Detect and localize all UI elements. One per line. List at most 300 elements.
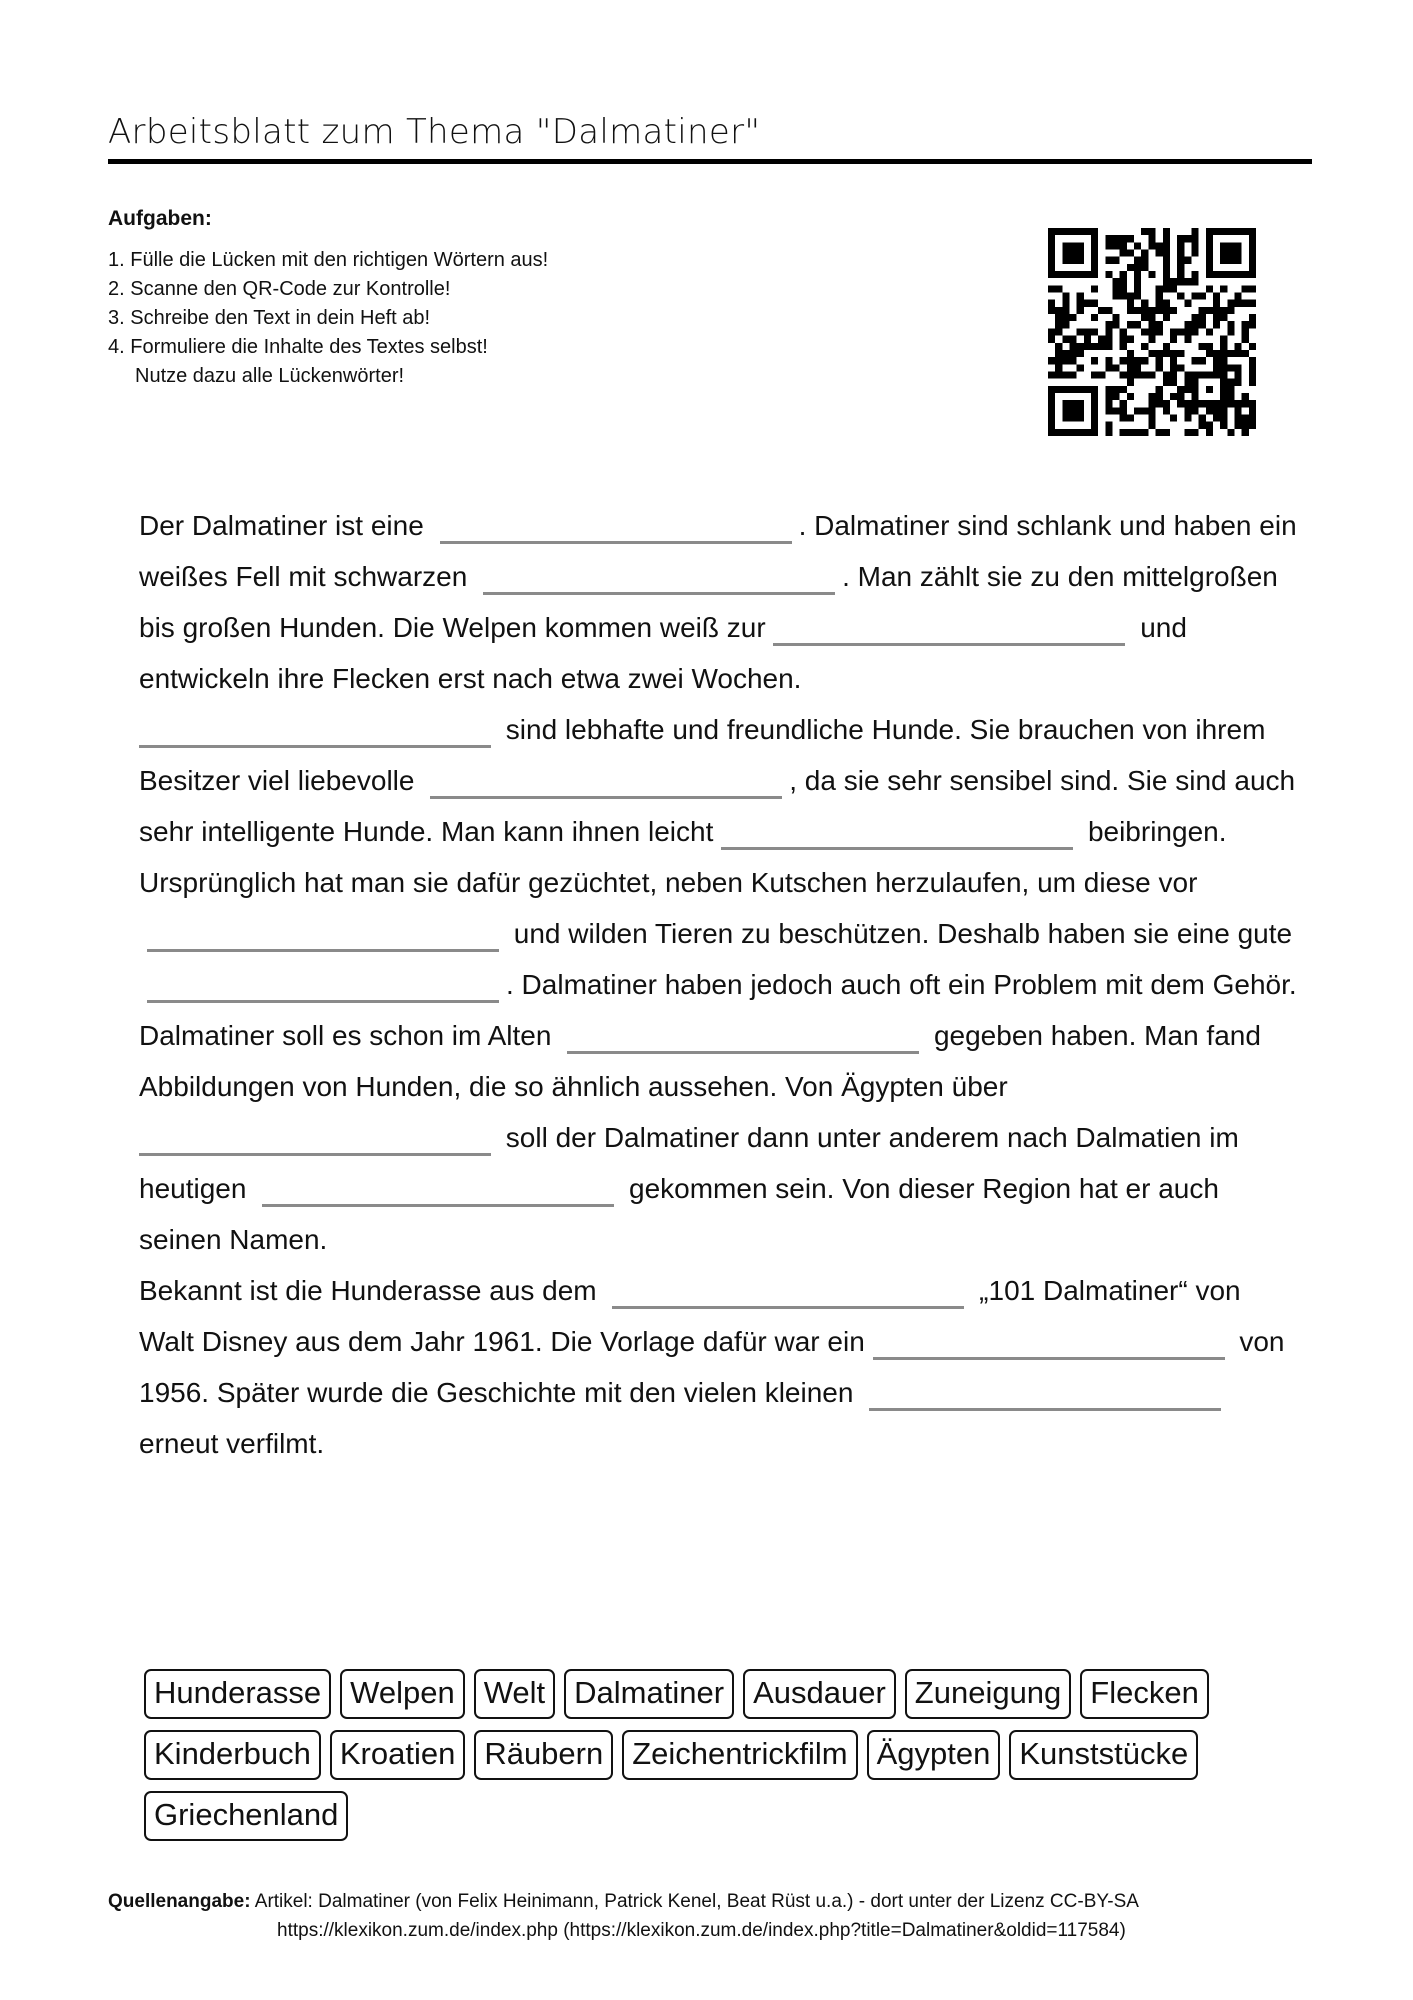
qr-module [1120,285,1127,292]
text-segment: soll der Dalmatiner dann unter anderem nach Dalmatien im heutigen [139,1122,1239,1204]
qr-module [1177,278,1184,285]
qr-module [1141,343,1148,350]
qr-module [1220,414,1227,421]
word-card[interactable]: Kinderbuch [144,1730,321,1780]
qr-module [1070,336,1077,343]
qr-module [1170,328,1177,335]
qr-module [1091,242,1098,249]
qr-module [1220,271,1227,278]
qr-module [1077,228,1084,235]
qr-module [1077,300,1084,307]
paragraph [139,704,1299,857]
word-bank [144,1669,1284,1852]
qr-module [1048,400,1055,407]
qr-module [1199,371,1206,378]
source-url[interactable]: https://klexikon.zum.de/index.php (https://klexikon.zum.de/index.php?title=Dalmatiner&oldid=117584) [277,1920,1126,1941]
qr-module [1141,307,1148,314]
qr-module [1127,250,1134,257]
text-segment: . Dalmatiner sind schlank und haben ein weißes Fell mit schwarzen [139,510,1297,592]
qr-module [1062,386,1069,393]
qr-module [1242,393,1249,400]
qr-module [1156,386,1163,393]
qr-module [1091,400,1098,407]
word-card[interactable]: Kunststücke [1009,1730,1198,1780]
qr-module [1191,250,1198,257]
qr-module [1070,357,1077,364]
qr-module [1206,429,1213,436]
qr-module [1091,257,1098,264]
qr-module [1077,271,1084,278]
qr-module [1127,300,1134,307]
qr-module [1113,386,1120,393]
qr-module [1220,257,1227,264]
qr-module [1120,250,1127,257]
qr-module [1227,228,1234,235]
qr-module [1234,257,1241,264]
qr-module [1077,364,1084,371]
qr-module [1177,250,1184,257]
qr-module [1134,278,1141,285]
blank-field[interactable] [869,1378,1221,1411]
qr-module [1062,414,1069,421]
qr-module [1070,371,1077,378]
qr-module [1191,357,1198,364]
qr-module [1105,429,1112,436]
qr-module [1134,307,1141,314]
qr-module [1120,242,1127,249]
qr-module [1206,422,1213,429]
qr-module [1105,257,1112,264]
qr-module [1227,364,1234,371]
qr-module [1206,350,1213,357]
tasks-heading: Aufgaben: [108,207,212,230]
qr-module [1120,371,1127,378]
qr-module [1191,321,1198,328]
qr-module [1163,307,1170,314]
qr-module [1227,250,1234,257]
qr-module [1156,400,1163,407]
qr-module [1141,300,1148,307]
qr-module [1227,300,1234,307]
qr-module [1091,407,1098,414]
qr-module [1156,357,1163,364]
blank-field[interactable] [612,1276,964,1309]
qr-module [1177,235,1184,242]
qr-module [1213,357,1220,364]
qr-module [1148,321,1155,328]
qr-module [1156,364,1163,371]
qr-module [1242,285,1249,292]
qr-module [1206,400,1213,407]
qr-module [1177,350,1184,357]
qr-module [1220,250,1227,257]
qr-module [1048,429,1055,436]
qr-module [1242,328,1249,335]
qr-module [1249,264,1256,271]
qr-module [1055,357,1062,364]
qr-module [1163,379,1170,386]
qr-module [1242,300,1249,307]
qr-module [1249,379,1256,386]
task-item: 2. Scanne den QR-Code zur Kontrolle! [108,278,451,300]
qr-module [1206,386,1213,393]
word-card[interactable]: Flecken [1080,1669,1209,1719]
qr-module [1127,414,1134,421]
qr-module [1141,328,1148,335]
qr-module [1134,293,1141,300]
title-rule [108,159,1312,164]
word-card[interactable]: Räubern [474,1730,613,1780]
qr-module [1213,314,1220,321]
qr-module [1048,371,1055,378]
qr-module [1213,371,1220,378]
word-card[interactable]: Kroatien [330,1730,465,1780]
qr-module [1105,400,1112,407]
text-segment: , da sie sehr sensibel sind. Sie sind auch sehr intelligente Hunde. Man kann ihnen leicht [139,765,1296,847]
qr-module [1206,343,1213,350]
word-card[interactable]: Griechenland [144,1791,348,1841]
text-segment: gekommen sein. Von dieser Region hat er auch seinen Namen. [139,1173,1219,1255]
qr-module [1120,407,1127,414]
qr-module [1206,250,1213,257]
qr-module [1213,300,1220,307]
qr-module [1191,386,1198,393]
qr-module [1184,429,1191,436]
qr-module [1148,228,1155,235]
qr-module [1184,400,1191,407]
qr-module [1234,250,1241,257]
qr-module [1206,328,1213,335]
task-item: Nutze dazu alle Lückenwörter! [135,365,405,387]
blank-field[interactable] [430,766,782,799]
qr-module [1206,235,1213,242]
qr-module [1234,422,1241,429]
qr-module [1234,293,1241,300]
qr-module [1148,400,1155,407]
text-segment: sind lebhafte und freundliche Hunde. Sie brauchen von ihrem Besitzer viel liebevolle [139,714,1266,796]
qr-module [1148,422,1155,429]
qr-module [1134,371,1141,378]
text-segment: „101 Dalmatiner“ von Walt Disney aus dem Jahr 1961. Die Vorlage dafür war ein [139,1275,1241,1357]
qr-module [1206,228,1213,235]
qr-module [1199,343,1206,350]
qr-module [1191,235,1198,242]
qr-module [1113,293,1120,300]
blank-field[interactable] [147,970,499,1003]
qr-module [1156,285,1163,292]
word-card[interactable]: Dalmatiner [564,1669,734,1719]
qr-module [1048,386,1055,393]
qr-module [1141,357,1148,364]
qr-module [1070,350,1077,357]
qr-module [1227,242,1234,249]
qr-module [1220,357,1227,364]
qr-module [1242,414,1249,421]
qr-module [1084,328,1091,335]
qr-module [1213,228,1220,235]
word-card[interactable]: Zeichentrickfilm [622,1730,857,1780]
blank-field[interactable] [147,919,499,952]
qr-module [1055,328,1062,335]
qr-module [1184,257,1191,264]
qr-module [1062,271,1069,278]
word-card[interactable]: Welpen [340,1669,465,1719]
qr-module [1048,285,1055,292]
qr-module [1206,271,1213,278]
qr-module [1134,364,1141,371]
qr-module [1227,400,1234,407]
qr-module [1091,422,1098,429]
qr-module [1098,371,1105,378]
qr-module [1199,400,1206,407]
qr-module [1134,321,1141,328]
task-item: 4. Formuliere die Inhalte des Textes selbst! [108,336,488,358]
qr-module [1141,250,1148,257]
qr-module [1105,386,1112,393]
qr-module [1127,235,1134,242]
qr-module [1163,278,1170,285]
qr-module [1077,350,1084,357]
qr-module [1220,379,1227,386]
qr-module [1077,242,1084,249]
qr-module [1234,300,1241,307]
qr-module [1199,293,1206,300]
qr-module [1227,386,1234,393]
qr-module [1148,314,1155,321]
qr-module [1091,393,1098,400]
blank-field[interactable] [773,613,1125,646]
blank-field[interactable] [721,817,1073,850]
qr-module [1148,414,1155,421]
qr-module [1249,343,1256,350]
qr-module [1170,357,1177,364]
qr-module [1227,393,1234,400]
qr-module [1055,429,1062,436]
qr-module [1213,364,1220,371]
qr-module [1199,422,1206,429]
qr-module [1191,228,1198,235]
qr-module [1156,300,1163,307]
qr-module [1206,264,1213,271]
qr-module [1134,271,1141,278]
qr-module [1077,293,1084,300]
qr-module [1055,307,1062,314]
qr-module [1120,343,1127,350]
qr-module [1156,429,1163,436]
qr-module [1062,242,1069,249]
qr-module [1120,414,1127,421]
qr-module [1105,407,1112,414]
qr-module [1220,422,1227,429]
word-card[interactable]: Ägypten [867,1730,1001,1780]
qr-module [1098,336,1105,343]
qr-module [1062,407,1069,414]
qr-module [1048,357,1055,364]
qr-module [1048,422,1055,429]
qr-module [1134,357,1141,364]
blank-field[interactable] [567,1021,919,1054]
qr-module [1048,257,1055,264]
text-segment: erneut verfilmt. [139,1428,325,1459]
qr-module [1170,336,1177,343]
qr-module [1163,371,1170,378]
qr-module [1062,257,1069,264]
qr-module [1249,228,1256,235]
qr-module [1234,379,1241,386]
qr-module [1105,271,1112,278]
qr-module [1148,235,1155,242]
qr-module [1184,321,1191,328]
qr-module [1062,228,1069,235]
task-list [108,246,548,391]
qr-module [1105,422,1112,429]
qr-module [1113,242,1120,249]
qr-module [1048,264,1055,271]
qr-module [1098,307,1105,314]
qr-module [1191,293,1198,300]
word-card[interactable]: Welt [474,1669,555,1719]
qr-module [1249,400,1256,407]
text-segment: Der Dalmatiner ist eine [139,510,424,541]
qr-module [1227,429,1234,436]
qr-module [1070,400,1077,407]
word-card[interactable]: Hunderasse [144,1669,331,1719]
qr-module [1105,235,1112,242]
qr-module [1163,250,1170,257]
qr-module [1234,271,1241,278]
qr-module [1055,350,1062,357]
text-segment: Ursprünglich hat man sie dafür gezüchtet, neben Kutschen herzulaufen, um diese vor [139,867,1198,898]
qr-module [1055,285,1062,292]
qr-module [1148,371,1155,378]
qr-module [1105,242,1112,249]
qr-module [1220,350,1227,357]
qr-module [1213,407,1220,414]
qr-module [1191,429,1198,436]
qr-module [1048,328,1055,335]
qr-module [1184,386,1191,393]
qr-module [1070,242,1077,249]
qr-module [1048,271,1055,278]
qr-module [1170,285,1177,292]
qr-module [1206,307,1213,314]
qr-module [1048,300,1055,307]
qr-code[interactable] [1048,228,1256,436]
qr-module [1141,429,1148,436]
qr-module [1206,242,1213,249]
paragraph [139,1265,1299,1469]
qr-module [1156,250,1163,257]
qr-module [1084,300,1091,307]
qr-module [1184,371,1191,378]
blank-field[interactable] [873,1327,1225,1360]
qr-module [1120,328,1127,335]
blank-field[interactable] [139,715,491,748]
qr-module [1048,407,1055,414]
qr-module [1141,371,1148,378]
qr-module [1242,271,1249,278]
qr-module [1148,336,1155,343]
qr-module [1191,328,1198,335]
qr-module [1220,393,1227,400]
qr-module [1234,407,1241,414]
qr-module [1234,364,1241,371]
qr-module [1242,350,1249,357]
blank-field[interactable] [262,1174,614,1207]
qr-module [1227,379,1234,386]
qr-module [1220,371,1227,378]
qr-module [1098,343,1105,350]
qr-module [1120,429,1127,436]
qr-module [1062,250,1069,257]
text-segment: und entwickeln ihre Flecken erst nach etwa zwei Wochen. [139,612,1187,694]
qr-module [1249,235,1256,242]
qr-module [1062,307,1069,314]
blank-field[interactable] [440,511,792,544]
blank-field[interactable] [483,562,835,595]
qr-module [1170,371,1177,378]
qr-module [1199,314,1206,321]
text-segment: . Dalmatiner haben jedoch auch oft ein Problem mit dem Gehör. [506,969,1297,1000]
qr-module [1091,328,1098,335]
qr-module [1055,228,1062,235]
qr-module [1105,393,1112,400]
paragraph [139,857,1299,1010]
qr-module [1113,278,1120,285]
qr-module [1170,278,1177,285]
word-card[interactable]: Ausdauer [743,1669,896,1719]
qr-module [1184,328,1191,335]
qr-module [1234,228,1241,235]
text-segment: Bekannt ist die Hunderasse aus dem [139,1275,597,1306]
qr-module [1070,429,1077,436]
qr-module [1062,429,1069,436]
qr-module [1227,350,1234,357]
blank-field[interactable] [139,1123,491,1156]
qr-module [1070,407,1077,414]
qr-module [1084,228,1091,235]
qr-module [1191,400,1198,407]
qr-module [1127,364,1134,371]
qr-module [1048,393,1055,400]
qr-module [1113,321,1120,328]
qr-module [1163,300,1170,307]
qr-module [1113,285,1120,292]
paragraph [139,500,1299,704]
qr-module [1156,307,1163,314]
qr-module [1113,364,1120,371]
qr-module [1220,285,1227,292]
task-item: 1. Fülle die Lücken mit den richtigen Wörtern aus! [108,249,549,271]
qr-module [1134,242,1141,249]
qr-module [1199,307,1206,314]
qr-module [1191,379,1198,386]
text-segment: . Man zählt sie zu den mittelgroßen bis großen Hunden. Die Welpen kommen weiß zur [139,561,1278,643]
qr-module [1163,271,1170,278]
qr-module [1127,293,1134,300]
word-card[interactable]: Zuneigung [905,1669,1072,1719]
qr-module [1249,357,1256,364]
qr-module [1127,321,1134,328]
qr-module [1213,271,1220,278]
qr-module [1070,257,1077,264]
qr-module [1163,264,1170,271]
cloze-text [139,500,1299,1469]
qr-module [1170,350,1177,357]
qr-module [1062,371,1069,378]
qr-module [1242,400,1249,407]
qr-module [1177,271,1184,278]
